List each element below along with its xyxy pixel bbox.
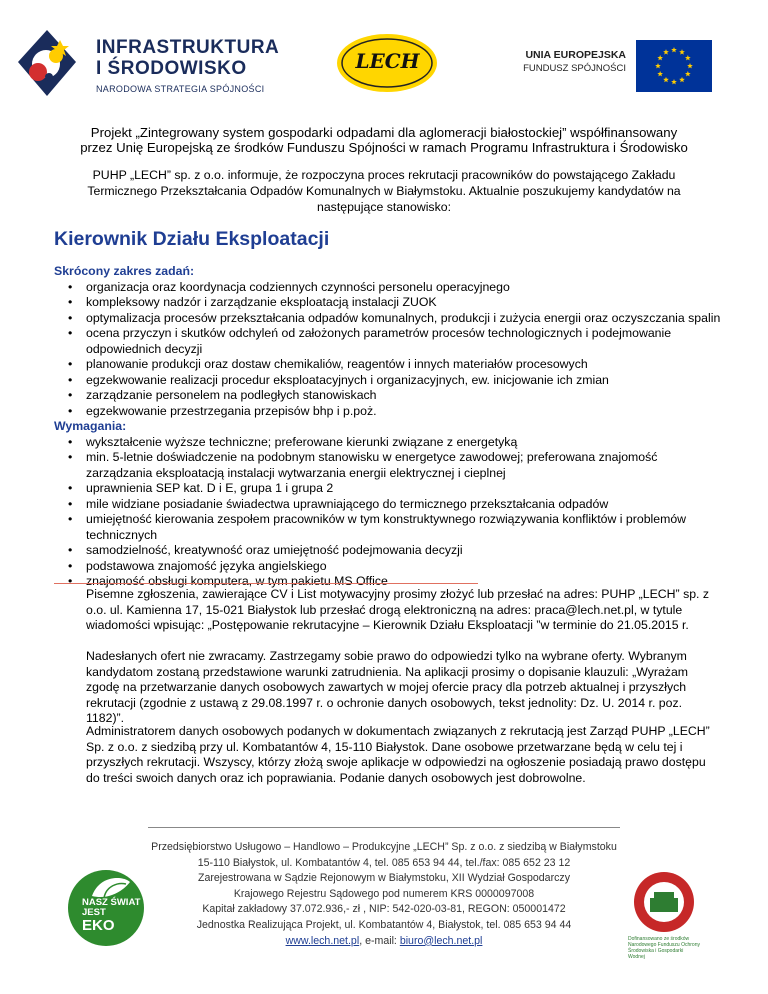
is-logo-line1: INFRASTRUKTURA xyxy=(96,37,280,58)
list-item: • egzekwowanie realizacji procedur eksploatacyjnych i organizacyjnych, ew. inicjowanie ich zmian xyxy=(54,373,724,389)
eu-flag-icon xyxy=(636,40,712,92)
lech-logo xyxy=(335,32,440,94)
list-item: • organizacja oraz koordynacja codziennych czynności personelu operacyjnego xyxy=(54,280,724,296)
list-item: • ocena przyczyn i skutków odchyleń od założonych parametrów procesów technologicznych i podejmowanie odpowiednich decyzji xyxy=(54,326,724,357)
list-item: • planowanie produkcji oraz dostaw chemikaliów, reagentów i innych materiałów procesowych xyxy=(54,357,724,373)
footer-contact xyxy=(130,934,638,950)
project-line1: Projekt „Zintegrowany system gospodarki odpadami dla aglomeracji białostockiej” współfinansowany xyxy=(90,125,678,140)
list-item: • zarządzanie personelem na podległych stanowiskach xyxy=(54,388,724,404)
nfos-logo xyxy=(626,868,702,964)
duties-list xyxy=(54,280,724,420)
list-item: • uprawnienia SEP kat. D i E, grupa 1 i grupa 2 xyxy=(54,481,724,497)
list-item: • kompleksowy nadzór i zarządzanie eksploatacją instalacji ZUOK xyxy=(54,295,724,311)
footer-line: Kapitał zakładowy 37.072.936,- zł , NIP: 542-020-03-81, REGON: 050001472 xyxy=(202,903,566,916)
list-item: • egzekwowanie przestrzegania przepisów bhp i p.poż. xyxy=(54,404,724,420)
is-logo-line3: NARODOWA STRATEGIA SPÓJNOŚCI xyxy=(96,84,265,94)
list-item: • znajomość obsługi komputera, w tym pakietu MS Office xyxy=(54,574,724,590)
list-item: • umiejętność kierowania zespołem pracowników w tym konstruktywnego rozwiązywania konfliktów i problemów technicznych xyxy=(54,512,724,543)
is-logo-line2: I ŚRODOWISKO xyxy=(96,58,247,79)
duties-section xyxy=(54,264,724,590)
section-divider xyxy=(54,583,478,584)
list-item: • mile widziane posiadanie świadectwa uprawniającego do termicznego przekształcania odpadów xyxy=(54,497,724,513)
infrastruktura-srodowisko-logo xyxy=(16,28,296,100)
eco-line3: EKO xyxy=(82,917,115,934)
company-footer xyxy=(130,840,638,949)
list-item: • optymalizacja procesów przekształcania odpadów komunalnych, produkcji i zużycia energii oraz oczyszczania spalin xyxy=(54,311,724,327)
project-heading xyxy=(0,125,768,155)
eu-label-line1: UNIA EUROPEJSKA xyxy=(525,49,626,61)
eu-label-line2: FUNDUSZ SPÓJNOŚCI xyxy=(523,63,626,74)
intro-paragraph: PUHP „LECH” sp. z o.o. informuje, że rozpoczyna proces rekrutacji pracowników do powstającego Zakładu Termicznego Przekształcania Odpadów Komunalnych w Białymstoku. Aktualnie poszukujemy kandydatów na następujące stanowisko: xyxy=(87,168,681,214)
eco-line1: NASZ ŚWIAT xyxy=(82,897,141,908)
footer-line: Jednostka Realizująca Projekt, ul. Kombatantów 4, Białystok, tel. 085 653 94 44 xyxy=(196,918,572,931)
duties-heading: Skrócony zakres zadań: xyxy=(54,264,195,278)
footer-line: Przedsiębiorstwo Usługowo – Handlowo – Produkcyjne „LECH” Sp. z o.o. z siedzibą w Białymstoku xyxy=(151,841,617,853)
email-link[interactable]: biuro@lech.net.pl xyxy=(399,934,483,947)
nfos-emblem-icon xyxy=(626,868,702,936)
nfos-logo-text: Dofinansowano ze środków Narodowego Funduszu Ochrony Środowiska i Gospodarki Wodnej xyxy=(628,936,700,960)
footer-divider xyxy=(148,827,620,828)
list-item: • wykształcenie wyższe techniczne; preferowane kierunki związane z energetyką xyxy=(54,435,724,451)
footer-line: Zarejestrowana w Sądzie Rejonowym w Białymstoku, XII Wydział Gospodarczy xyxy=(197,872,570,885)
gdpr-paragraph: Administratorem danych osobowych podanych w dokumentach związanych z rekrutacją jest Zarząd PUHP „LECH” Sp. z o.o. z siedzibą przy ul. Kombatantów 4, 15-110 Białystok. Dane osobowe przetwarzane będą w celu tej i przyszłych rekrutacji. Wszyscy, którzy złożą swoje aplikacje w odpowiedzi na ogłoszenie posiadają prawo dostępu do treści swoich danych oraz ich poprawiania. Podanie danych osobowych jest dobrowolne. xyxy=(86,724,710,785)
requirements-list xyxy=(54,435,724,590)
project-line2: przez Unię Europejską ze środków Funduszu Spójności w ramach Programu Infrastruktura i Środowisko xyxy=(80,140,688,155)
list-item: • samodzielność, kreatywność oraz umiejętność podejmowania decyzji xyxy=(54,543,724,559)
eu-label xyxy=(500,49,626,74)
application-paragraph: Pisemne zgłoszenia, zawierające CV i List motywacyjny prosimy złożyć lub przesłać na adres: PUHP „LECH” sp. z o.o. ul. Kamienna 17, 15-021 Białystok lub przesłać drogą elektroniczną na adres: praca@lech.net.pl, w tytule wiadomości wpisując: „Postępowanie rekrutacyjne – Kierownik Działu Eksploatacji ”w terminie do 21.05.2015 r. xyxy=(86,587,710,632)
footer-line: Krajowego Rejestru Sądowego pod numerem KRS 0000097008 xyxy=(233,887,535,900)
is-emblem-icon xyxy=(16,28,78,98)
eco-line2: JEST xyxy=(82,907,106,918)
requirements-heading: Wymagania: xyxy=(54,419,127,433)
footer-line: 15-110 Białystok, ul. Kombatantów 4, tel. 085 653 94 44, tel./fax: 085 652 23 12 xyxy=(197,856,571,869)
list-item: • podstawowa znajomość języka angielskiego xyxy=(54,559,724,575)
email-label: , e-mail: xyxy=(359,934,400,947)
website-link[interactable]: www.lech.net.pl xyxy=(285,934,360,947)
consent-paragraph: Nadesłanych ofert nie zwracamy. Zastrzegamy sobie prawo do odpowiedzi tylko na wybrane oferty. Wybranym kandydatom zostaną przedstawione warunki zatrudnienia. Na aplikacji prosimy o dopisanie klauzuli: „Wyrażam zgodę na przetwarzanie danych osobowych zawartych w mojej ofercie pracy dla potrzeb aktualnej i przyszłych rekrutacji (zgodnie z ustawą z 29.08.1997 r. o ochronie danych osobowych, tekst jednolity: Dz. U. 2014 r. poz. 1182)”. xyxy=(86,649,689,725)
list-item: • min. 5-letnie doświadczenie na podobnym stanowisku w energetyce zawodowej; preferowana znajomość zarządzania eksploatacją instalacji wytwarzania energii elektrycznej i cieplnej xyxy=(54,450,724,481)
lech-logo-text: LECH xyxy=(355,49,420,73)
job-title: Kierownik Działu Eksploatacji xyxy=(54,228,330,250)
